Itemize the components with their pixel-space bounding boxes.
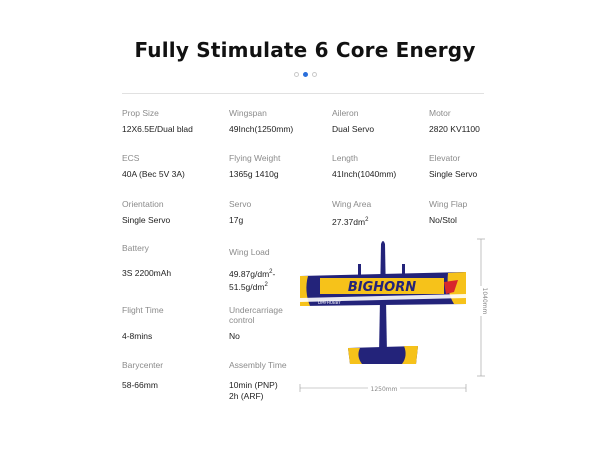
- spec-value: 2820 KV1100: [429, 124, 480, 134]
- airplane-illustration: [298, 236, 493, 401]
- divider: [122, 93, 484, 94]
- spec-value: [229, 267, 275, 293]
- spec-label: control: [229, 315, 255, 325]
- spec-value: No/Stol: [429, 215, 457, 225]
- spec-length: [332, 153, 396, 180]
- spec-label: Length: [332, 153, 358, 163]
- spec-flying-weight: [229, 153, 280, 180]
- spec-value: 58-66mm: [122, 380, 158, 390]
- spec-label: Undercarriage: [229, 305, 283, 315]
- spec-assembly-time: [229, 360, 287, 402]
- spec-value: 3S 2200mAh: [122, 268, 172, 278]
- spec-value: Dual Servo: [332, 124, 375, 134]
- spec-value: 17g: [229, 215, 244, 225]
- carousel-dot[interactable]: [294, 72, 299, 77]
- assembly-pnp: 10min (PNP): [229, 380, 278, 390]
- spec-battery: [122, 243, 171, 279]
- spec-label: Wing Load: [229, 247, 270, 257]
- spec-label: Flight Time: [122, 305, 164, 315]
- spec-label: Wing Flap: [429, 199, 468, 209]
- assembly-arf: 2h (ARF): [229, 391, 264, 401]
- wing-load-sep: -: [272, 268, 276, 279]
- spec-orientation: [122, 199, 170, 226]
- spec-value: 40A (Bec 5V 3A): [122, 169, 185, 179]
- span-dimension-label: 1250mm: [370, 386, 398, 393]
- spec-value: [229, 380, 287, 402]
- spec-flight-time: [122, 305, 164, 342]
- spec-undercarriage: [229, 305, 283, 342]
- spec-wing-area: [332, 199, 371, 228]
- page-title: Fully Stimulate 6 Core Energy: [134, 38, 476, 62]
- superscript: 2: [264, 281, 268, 288]
- model-label: DMFHOBBY: [318, 300, 341, 305]
- brand-logo: BIGHORN: [347, 280, 417, 295]
- spec-servo: [229, 199, 251, 226]
- spec-value: No: [229, 331, 240, 341]
- spec-wingspan: [229, 108, 293, 135]
- spec-barycenter: [122, 360, 163, 391]
- spec-label: Wingspan: [229, 108, 267, 118]
- spec-value: Single Servo: [122, 215, 171, 225]
- wing-strut: [358, 264, 361, 276]
- spec-value: 41Inch(1040mm): [332, 169, 397, 179]
- spec-label: Wing Area: [332, 199, 372, 209]
- spec-value: Single Servo: [429, 169, 478, 179]
- spec-label: Orientation: [122, 199, 164, 209]
- superscript: 2: [269, 269, 273, 275]
- spec-label: Servo: [229, 199, 252, 209]
- carousel-dot-active[interactable]: [303, 72, 308, 77]
- length-dimension-label: 1040mm: [481, 287, 488, 315]
- spec-elevator: [429, 153, 477, 180]
- superscript: 2: [365, 217, 369, 223]
- spec-wing-load: [229, 247, 275, 293]
- spec-label: Elevator: [429, 153, 461, 163]
- spec-label: Battery: [122, 243, 149, 253]
- spec-prop-size: [122, 108, 193, 135]
- spec-wing-flap: [429, 199, 467, 226]
- spec-esc: [122, 153, 185, 180]
- spec-value: 4-8mins: [122, 331, 153, 341]
- wing-strut: [402, 264, 405, 276]
- spec-motor: [429, 108, 480, 135]
- spec-value: 1365g 1410g: [229, 169, 279, 179]
- carousel-dot[interactable]: [312, 72, 317, 77]
- wing-load-min: 49.87g/dm: [229, 268, 270, 279]
- wing-area-number: 27.37dm: [332, 216, 366, 227]
- spec-label: Prop Size: [122, 108, 159, 118]
- spec-aileron: [332, 108, 374, 135]
- spec-label: ECS: [122, 153, 140, 163]
- wing-load-max: 51.5g/dm: [229, 281, 265, 292]
- spec-label: Aileron: [332, 108, 359, 118]
- spec-value: 49Inch(1250mm): [229, 124, 294, 134]
- spec-label: Motor: [429, 108, 451, 118]
- carousel-indicator: [0, 72, 610, 77]
- spec-label: Flying Weight: [229, 153, 281, 163]
- spec-label: Assembly Time: [229, 360, 287, 370]
- spec-value: [332, 215, 371, 228]
- spec-value: 12X6.5E/Dual blad: [122, 124, 193, 134]
- spec-label: Barycenter: [122, 360, 164, 370]
